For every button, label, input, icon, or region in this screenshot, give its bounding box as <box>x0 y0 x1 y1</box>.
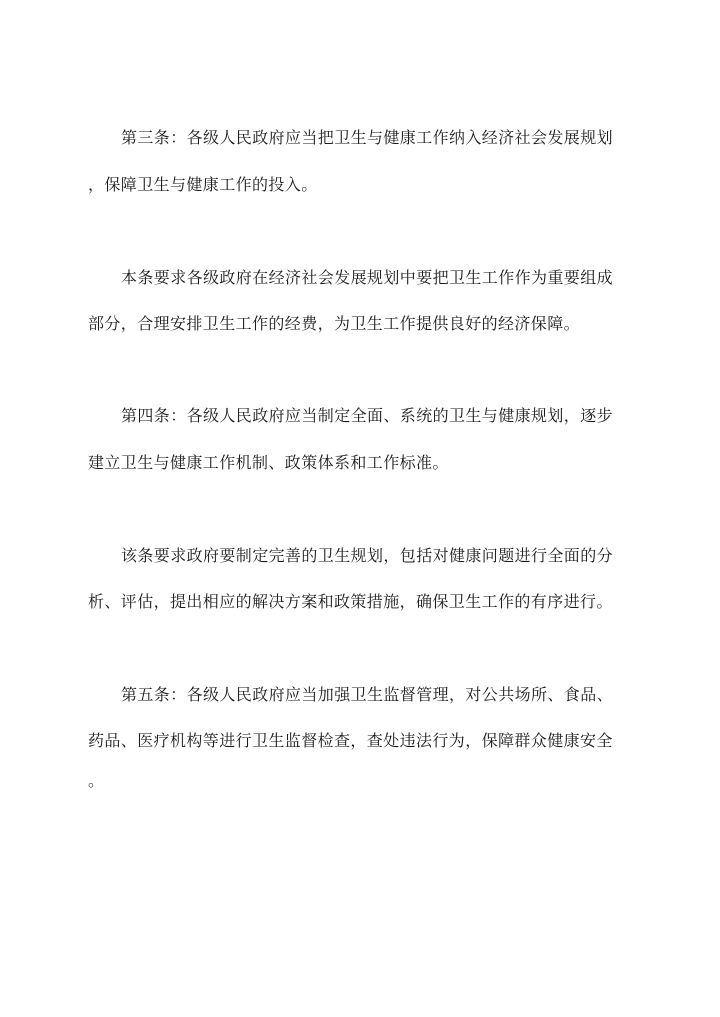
article-4-explanation-line-1: 该条要求政府要制定完善的卫生规划，包括对健康问题进行全面的分 <box>121 546 614 565</box>
article-4-line-2: 建立卫生与健康工作机制、政策体系和工作标准。 <box>88 453 449 472</box>
article-3-explanation-line-2: 部分，合理安排卫生工作的经费，为卫生工作提供良好的经济保障。 <box>88 314 581 333</box>
article-4-line-1: 第四条：各级人民政府应当制定全面、系统的卫生与健康规划，逐步 <box>121 406 614 425</box>
article-5-line-3: 。 <box>88 771 105 790</box>
article-3-line-2: ，保障卫生与健康工作的投入。 <box>88 175 318 194</box>
article-3-explanation-line-1: 本条要求各级政府在经济社会发展规划中要把卫生工作作为重要组成 <box>121 268 614 287</box>
article-3-line-1: 第三条：各级人民政府应当把卫生与健康工作纳入经济社会发展规划 <box>121 128 614 147</box>
article-5-line-2: 药品、医疗机构等进行卫生监督检查，查处违法行为，保障群众健康安全 <box>88 731 613 750</box>
article-5-line-1: 第五条：各级人民政府应当加强卫生监督管理，对公共场所、食品、 <box>121 685 614 704</box>
article-4-explanation-line-2: 析、评估，提出相应的解决方案和政策措施，确保卫生工作的有序进行。 <box>88 592 613 611</box>
